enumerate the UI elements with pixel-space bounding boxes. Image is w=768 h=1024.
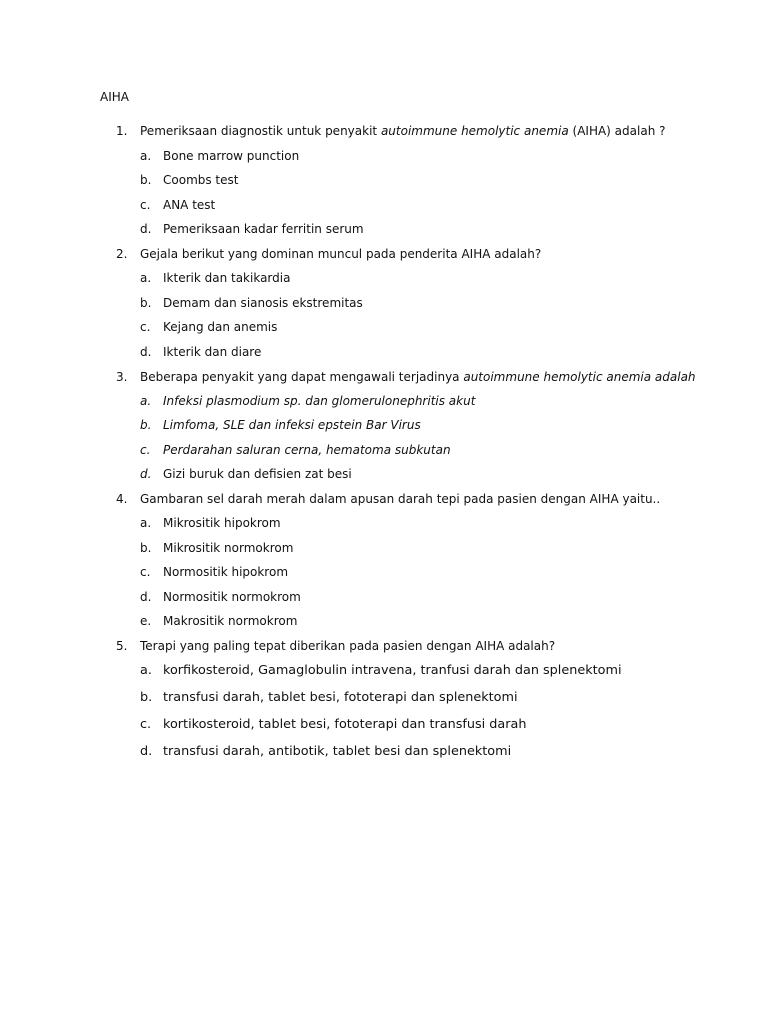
option-letter: a. bbox=[140, 149, 152, 163]
option-text: Normositik normokrom bbox=[163, 590, 301, 604]
option-letter: b. bbox=[140, 690, 153, 705]
option-text: Ikterik dan diare bbox=[163, 345, 262, 359]
option-text: Demam dan sianosis ekstremitas bbox=[163, 296, 363, 310]
option-letter: a. bbox=[140, 271, 152, 285]
question-number: 5. bbox=[116, 639, 128, 653]
question-text-italic: autoimmune hemolytic anemia bbox=[380, 124, 569, 138]
question-text-part: Beberapa penyakit yang dapat mengawali terjadinya bbox=[140, 370, 464, 384]
question-text: Gejala berikut yang dominan muncul pada penderita AIHA adalah? bbox=[140, 247, 542, 261]
option-letter: b. bbox=[140, 173, 152, 187]
option-letter: a. bbox=[140, 394, 152, 408]
option-letter: e. bbox=[140, 614, 152, 628]
question-number: 3. bbox=[116, 370, 128, 384]
question-text-part: (AIHA) adalah ? bbox=[568, 124, 666, 138]
option-letter: c. bbox=[140, 198, 151, 212]
option-letter: c. bbox=[140, 565, 151, 579]
question-number: 1. bbox=[116, 124, 128, 138]
option-text: Pemeriksaan kadar ferritin serum bbox=[163, 222, 364, 236]
option-text: Mikrositik hipokrom bbox=[163, 516, 281, 530]
option-letter: a. bbox=[140, 663, 152, 678]
option-text: Gizi buruk dan defisien zat besi bbox=[163, 467, 352, 481]
question-number: 4. bbox=[116, 492, 128, 506]
option-text: Coombs test bbox=[163, 173, 239, 187]
option-text: Bone marrow punction bbox=[163, 149, 300, 163]
option-text: Limfoma, SLE dan infeksi epstein Bar Virus bbox=[163, 418, 421, 432]
option-letter: a. bbox=[140, 516, 152, 530]
option-letter: b. bbox=[140, 541, 152, 555]
option-letter: b. bbox=[140, 296, 152, 310]
question-text-italic: autoimmune hemolytic anemia adalah bbox=[463, 370, 696, 384]
option-letter: d. bbox=[140, 467, 152, 481]
option-letter: c. bbox=[140, 717, 152, 732]
question-text-part: Pemeriksaan diagnostik untuk penyakit bbox=[140, 124, 381, 138]
option-text: transfusi darah, antibotik, tablet besi dan splenektomi bbox=[163, 744, 512, 759]
option-text: ANA test bbox=[163, 198, 216, 212]
option-letter: d. bbox=[140, 744, 153, 759]
option-text: Mikrositik normokrom bbox=[163, 541, 294, 555]
question-text: Gambaran sel darah merah dalam apusan darah tepi pada pasien dengan AIHA yaitu.. bbox=[140, 492, 661, 506]
question-number: 2. bbox=[116, 247, 128, 261]
document-heading: AIHA bbox=[100, 90, 129, 104]
option-letter: c. bbox=[140, 320, 151, 334]
option-letter: d. bbox=[140, 345, 152, 359]
option-text: Makrositik normokrom bbox=[163, 614, 298, 628]
option-text: Perdarahan saluran cerna, hematoma subkutan bbox=[163, 443, 451, 457]
question-text bbox=[140, 369, 696, 385]
option-text: kortikosteroid, tablet besi, fototerapi dan transfusi darah bbox=[163, 717, 527, 732]
option-text: Ikterik dan takikardia bbox=[163, 271, 291, 285]
option-text: Kejang dan anemis bbox=[163, 320, 278, 334]
question-text bbox=[140, 123, 665, 139]
option-text: transfusi darah, tablet besi, fototerapi dan splenektomi bbox=[163, 690, 518, 705]
option-text: Normositik hipokrom bbox=[163, 565, 289, 579]
option-letter: d. bbox=[140, 590, 152, 604]
option-letter: b. bbox=[140, 418, 152, 432]
option-text: korfikosteroid, Gamaglobulin intravena, tranfusi darah dan splenektomi bbox=[163, 663, 622, 678]
option-letter: d. bbox=[140, 222, 152, 236]
option-text: Infeksi plasmodium sp. dan glomerulonephritis akut bbox=[163, 394, 476, 408]
question-text: Terapi yang paling tepat diberikan pada pasien dengan AIHA adalah? bbox=[140, 639, 556, 653]
option-letter: c. bbox=[140, 443, 151, 457]
